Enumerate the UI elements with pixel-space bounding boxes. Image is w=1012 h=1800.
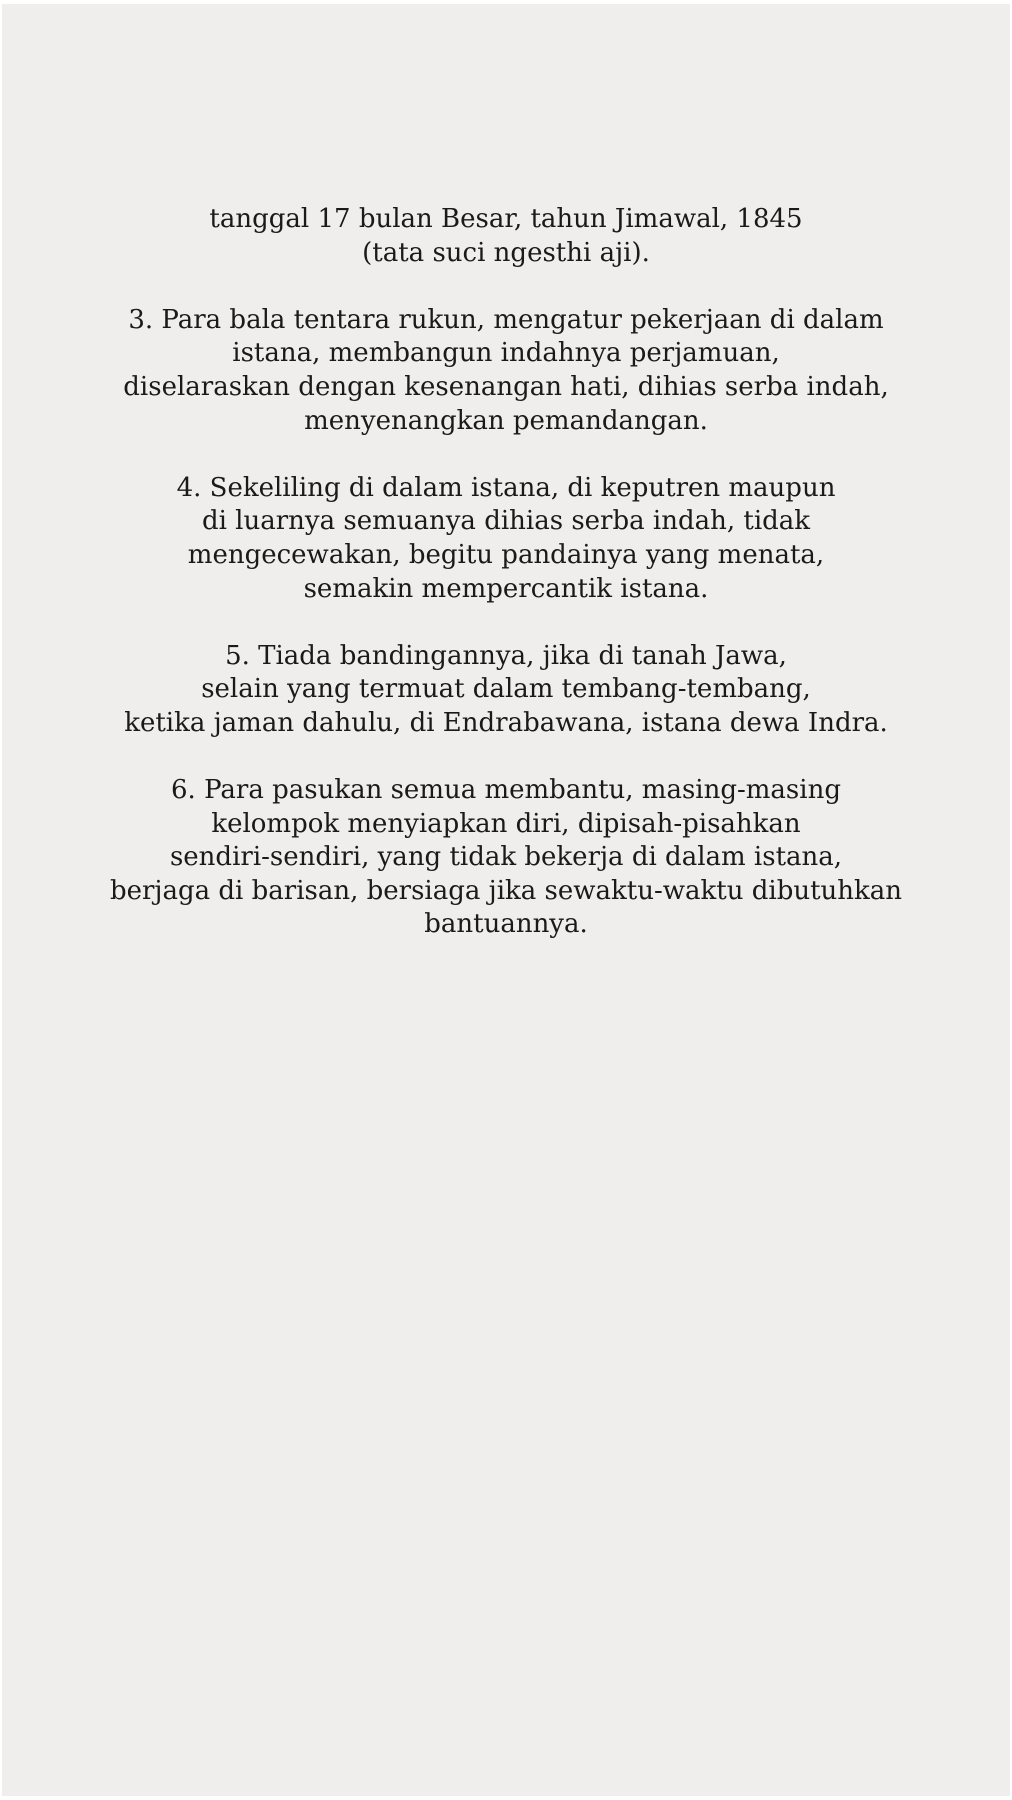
text-line: sendiri-sendiri, yang tidak bekerja di dalam istana,	[169, 842, 843, 873]
paragraph-6	[2, 774, 1010, 942]
text-line: diselaraskan dengan kesenangan hati, dihias serba indah,	[123, 371, 889, 402]
text-line: 6. Para pasukan semua membantu, masing-masing	[171, 775, 841, 806]
text-line: menyenangkan pemandangan.	[304, 405, 708, 436]
text-line: semakin mempercantik istana.	[303, 573, 709, 604]
text-line: 4. Sekeliling di dalam istana, di keputren maupun	[176, 472, 836, 503]
text-line: istana, membangun indahnya perjamuan,	[232, 338, 780, 369]
paragraph-5	[2, 640, 1010, 741]
page	[2, 4, 1010, 1796]
paragraph-3	[2, 304, 1010, 438]
text-line: bantuannya.	[424, 909, 588, 940]
paragraph-4	[2, 472, 1010, 606]
text-line: ketika jaman dahulu, di Endrabawana, istana dewa Indra.	[124, 707, 888, 738]
text-line: mengecewakan, begitu pandainya yang menata,	[187, 539, 825, 570]
text-line: tanggal 17 bulan Besar, tahun Jimawal, 1845	[209, 204, 803, 234]
text-line: 5. Tiada bandingannya, jika di tanah Jawa,	[225, 640, 787, 671]
text-line: selain yang termuat dalam tembang-tembang,	[201, 674, 811, 705]
text-line: berjaga di barisan, bersiaga jika sewaktu-waktu dibutuhkan	[109, 875, 903, 906]
text-line: di luarnya semuanya dihias serba indah, tidak	[201, 506, 811, 537]
text-line: 3. Para bala tentara rukun, mengatur pekerjaan di dalam	[128, 304, 884, 335]
text-line: (tata suci ngesthi aji).	[362, 237, 650, 268]
paragraph-date	[2, 203, 1010, 270]
text-line: kelompok menyiapkan diri, dipisah-pisahkan	[211, 808, 801, 839]
document-text	[2, 203, 1010, 976]
